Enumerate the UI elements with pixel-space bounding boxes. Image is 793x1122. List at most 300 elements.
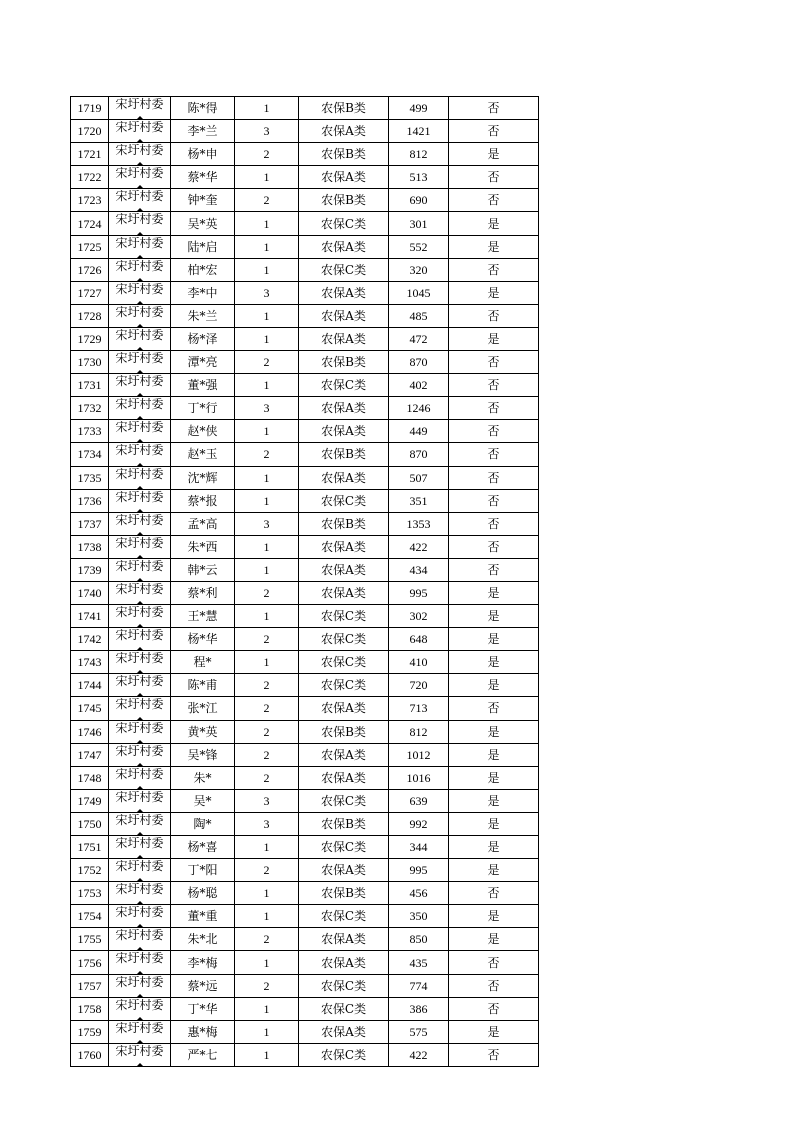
- amount-cell: [389, 928, 449, 951]
- village-cell: [109, 281, 171, 304]
- name-cell-text: 赵*侠: [187, 424, 218, 439]
- village-cell: [109, 420, 171, 443]
- flag-cell-text: 否: [487, 262, 500, 277]
- name-cell: [171, 997, 235, 1020]
- row-number-text: 1752: [77, 863, 102, 878]
- row-number-text: 1738: [77, 539, 102, 554]
- row-number: [71, 420, 109, 443]
- count-cell-text: 1: [263, 909, 270, 924]
- row-number: [71, 212, 109, 235]
- insurance-type-cell-text: 农保A类: [321, 562, 366, 577]
- amount-cell-text: 410: [409, 655, 428, 670]
- table-row: [71, 143, 539, 166]
- flag-cell: [449, 581, 539, 604]
- amount-cell: [389, 443, 449, 466]
- flag-cell-text: 是: [487, 239, 500, 254]
- name-cell: [171, 120, 235, 143]
- village-cell: [109, 443, 171, 466]
- count-cell-text: 2: [263, 932, 270, 947]
- village-cell-text: 宋圩村委: [115, 789, 164, 804]
- name-cell-text: 蔡*远: [187, 978, 218, 993]
- count-cell: [235, 789, 299, 812]
- count-cell-text: 1: [263, 170, 270, 185]
- village-cell: [109, 466, 171, 489]
- row-number-text: 1754: [77, 909, 102, 924]
- village-cell-text: 宋圩村委: [115, 235, 164, 250]
- name-cell-text: 杨*喜: [187, 840, 218, 855]
- insurance-type-cell-text: 农保A类: [321, 170, 366, 185]
- village-cell: [109, 743, 171, 766]
- village-cell-text: 宋圩村委: [115, 674, 164, 689]
- table-row: [71, 628, 539, 651]
- insurance-type-cell-text: 农保A类: [321, 955, 366, 970]
- row-number-text: 1756: [77, 955, 102, 970]
- row-number-text: 1744: [77, 678, 102, 693]
- count-cell: [235, 189, 299, 212]
- table-row: [71, 812, 539, 835]
- table-row: [71, 397, 539, 420]
- count-cell: [235, 997, 299, 1020]
- name-cell-text: 严*七: [187, 1047, 218, 1062]
- flag-cell-text: 是: [487, 1024, 500, 1039]
- insurance-type-cell-text: 农保C类: [320, 216, 367, 231]
- row-number-text: 1722: [77, 170, 102, 185]
- village-cell-text: 宋圩村委: [115, 812, 164, 827]
- village-cell-text: 宋圩村委: [115, 97, 164, 111]
- table-row: [71, 235, 539, 258]
- insurance-type-cell-text: 农保A类: [321, 308, 366, 323]
- insurance-type-cell-text: 农保A类: [321, 770, 366, 785]
- name-cell: [171, 859, 235, 882]
- flag-cell: [449, 628, 539, 651]
- name-cell-text: 张*江: [187, 701, 218, 716]
- amount-cell-text: 435: [409, 955, 428, 970]
- count-cell-text: 1: [263, 562, 270, 577]
- row-number: [71, 859, 109, 882]
- amount-cell: [389, 212, 449, 235]
- insurance-type-cell: [299, 789, 389, 812]
- row-number: [71, 351, 109, 374]
- count-cell-text: 2: [263, 632, 270, 647]
- row-number: [71, 836, 109, 859]
- village-cell-text: 宋圩村委: [115, 258, 164, 273]
- flag-cell: [449, 189, 539, 212]
- count-cell: [235, 974, 299, 997]
- village-cell: [109, 212, 171, 235]
- count-cell-text: 2: [263, 193, 270, 208]
- amount-cell: [389, 997, 449, 1020]
- village-cell-text: 宋圩村委: [115, 535, 164, 550]
- insurance-type-cell: [299, 420, 389, 443]
- table-row: [71, 443, 539, 466]
- flag-cell-text: 否: [487, 539, 500, 554]
- village-cell-text: 宋圩村委: [115, 189, 164, 204]
- amount-cell-text: 422: [409, 1047, 428, 1062]
- insurance-type-cell: [299, 674, 389, 697]
- row-number: [71, 281, 109, 304]
- table-row: [71, 1043, 539, 1066]
- count-cell-text: 3: [263, 124, 270, 139]
- village-cell: [109, 928, 171, 951]
- name-cell-text: 杨*聪: [187, 886, 218, 901]
- insurance-type-cell-text: 农保C类: [320, 678, 367, 693]
- row-number-text: 1742: [77, 632, 102, 647]
- table-row: [71, 120, 539, 143]
- row-number: [71, 120, 109, 143]
- village-cell: [109, 374, 171, 397]
- flag-cell-text: 否: [487, 886, 500, 901]
- flag-cell: [449, 1043, 539, 1066]
- name-cell: [171, 374, 235, 397]
- village-cell: [109, 97, 171, 120]
- insurance-type-cell-text: 农保B类: [321, 447, 366, 462]
- count-cell: [235, 466, 299, 489]
- flag-cell: [449, 605, 539, 628]
- insurance-type-cell-text: 农保C类: [320, 609, 367, 624]
- village-cell: [109, 166, 171, 189]
- flag-cell-text: 是: [487, 147, 500, 162]
- village-cell: [109, 997, 171, 1020]
- flag-cell-text: 是: [487, 909, 500, 924]
- row-number: [71, 489, 109, 512]
- insurance-type-cell: [299, 581, 389, 604]
- flag-cell-text: 是: [487, 586, 500, 601]
- village-cell-text: 宋圩村委: [115, 651, 164, 666]
- row-number-text: 1733: [77, 424, 102, 439]
- name-cell-text: 孟*高: [187, 516, 218, 531]
- table-row: [71, 351, 539, 374]
- insurance-type-cell: [299, 258, 389, 281]
- row-number-text: 1743: [77, 655, 102, 670]
- row-number-text: 1735: [77, 470, 102, 485]
- flag-cell-text: 否: [487, 447, 500, 462]
- amount-cell-text: 812: [409, 724, 428, 739]
- amount-cell-text: 992: [409, 816, 428, 831]
- flag-cell: [449, 928, 539, 951]
- amount-cell-text: 575: [409, 1024, 428, 1039]
- village-cell: [109, 766, 171, 789]
- insurance-type-cell-text: 农保B类: [321, 724, 366, 739]
- count-cell-text: 3: [263, 516, 270, 531]
- flag-cell: [449, 166, 539, 189]
- flag-cell-text: 是: [487, 932, 500, 947]
- insurance-type-cell-text: 农保B类: [321, 101, 366, 116]
- table-row: [71, 258, 539, 281]
- village-cell: [109, 951, 171, 974]
- village-cell-text: 宋圩村委: [115, 628, 164, 643]
- amount-cell: [389, 558, 449, 581]
- count-cell: [235, 120, 299, 143]
- insurance-type-cell-text: 农保B类: [321, 147, 366, 162]
- table-row: [71, 997, 539, 1020]
- count-cell-text: 2: [263, 147, 270, 162]
- name-cell: [171, 258, 235, 281]
- row-number-text: 1727: [77, 285, 102, 300]
- table-row: [71, 743, 539, 766]
- count-cell-text: 1: [263, 886, 270, 901]
- amount-cell: [389, 951, 449, 974]
- row-number: [71, 928, 109, 951]
- insurance-type-cell: [299, 120, 389, 143]
- amount-cell: [389, 97, 449, 120]
- flag-cell: [449, 466, 539, 489]
- flag-cell-text: 否: [487, 562, 500, 577]
- amount-cell: [389, 489, 449, 512]
- row-number-text: 1739: [77, 562, 102, 577]
- name-cell-text: 丁*华: [187, 1001, 218, 1016]
- count-cell: [235, 374, 299, 397]
- insurance-type-cell-text: 农保A类: [321, 701, 366, 716]
- amount-cell: [389, 882, 449, 905]
- table-row: [71, 605, 539, 628]
- name-cell: [171, 628, 235, 651]
- row-number: [71, 905, 109, 928]
- amount-cell-text: 507: [409, 470, 428, 485]
- insurance-type-cell-text: 农保A类: [321, 539, 366, 554]
- insurance-type-cell-text: 农保C类: [320, 840, 367, 855]
- name-cell: [171, 235, 235, 258]
- row-number: [71, 1020, 109, 1043]
- count-cell: [235, 720, 299, 743]
- amount-cell-text: 434: [409, 562, 428, 577]
- row-number-text: 1732: [77, 401, 102, 416]
- flag-cell-text: 是: [487, 816, 500, 831]
- village-cell: [109, 628, 171, 651]
- village-cell-text: 宋圩村委: [115, 558, 164, 573]
- count-cell-text: 1: [263, 1024, 270, 1039]
- village-cell: [109, 258, 171, 281]
- row-number-text: 1757: [77, 978, 102, 993]
- amount-cell-text: 1421: [406, 124, 431, 139]
- village-cell-text: 宋圩村委: [115, 905, 164, 920]
- village-cell-text: 宋圩村委: [115, 304, 164, 319]
- name-cell: [171, 882, 235, 905]
- insurance-type-cell-text: 农保C类: [320, 793, 367, 808]
- table-row: [71, 836, 539, 859]
- count-cell: [235, 905, 299, 928]
- flag-cell: [449, 651, 539, 674]
- amount-cell: [389, 466, 449, 489]
- insurance-type-cell: [299, 743, 389, 766]
- name-cell-text: 杨*华: [187, 632, 218, 647]
- name-cell-text: 陈*甫: [187, 678, 218, 693]
- insurance-type-cell: [299, 351, 389, 374]
- table-row: [71, 974, 539, 997]
- name-cell-text: 陆*启: [187, 239, 218, 254]
- count-cell-text: 2: [263, 978, 270, 993]
- count-cell: [235, 304, 299, 327]
- amount-cell: [389, 1043, 449, 1066]
- village-cell: [109, 812, 171, 835]
- name-cell: [171, 951, 235, 974]
- flag-cell-text: 否: [487, 424, 500, 439]
- count-cell-text: 2: [263, 770, 270, 785]
- count-cell-text: 1: [263, 378, 270, 393]
- village-cell: [109, 836, 171, 859]
- amount-cell: [389, 189, 449, 212]
- table-row: [71, 951, 539, 974]
- count-cell: [235, 258, 299, 281]
- flag-cell: [449, 558, 539, 581]
- table-row: [71, 166, 539, 189]
- flag-cell: [449, 512, 539, 535]
- amount-cell-text: 639: [409, 793, 428, 808]
- amount-cell: [389, 258, 449, 281]
- village-cell: [109, 535, 171, 558]
- village-cell: [109, 1020, 171, 1043]
- name-cell-text: 朱*: [193, 770, 212, 785]
- row-number-text: 1750: [77, 816, 102, 831]
- count-cell-text: 2: [263, 701, 270, 716]
- insurance-type-cell-text: 农保A类: [321, 1024, 366, 1039]
- insurance-type-cell: [299, 97, 389, 120]
- village-cell-text: 宋圩村委: [115, 836, 164, 850]
- flag-cell: [449, 489, 539, 512]
- insurance-type-cell-text: 农保C类: [320, 378, 367, 393]
- row-number-text: 1753: [77, 886, 102, 901]
- amount-cell: [389, 535, 449, 558]
- village-cell-text: 宋圩村委: [115, 212, 164, 227]
- insurance-type-cell: [299, 166, 389, 189]
- row-number: [71, 443, 109, 466]
- village-cell-text: 宋圩村委: [115, 466, 164, 481]
- village-cell: [109, 512, 171, 535]
- amount-cell: [389, 974, 449, 997]
- flag-cell-text: 否: [487, 124, 500, 139]
- name-cell: [171, 812, 235, 835]
- flag-cell-text: 否: [487, 401, 500, 416]
- insurance-type-cell-text: 农保C类: [320, 1047, 367, 1062]
- flag-cell-text: 否: [487, 493, 500, 508]
- row-number: [71, 466, 109, 489]
- village-cell: [109, 581, 171, 604]
- amount-cell: [389, 420, 449, 443]
- flag-cell: [449, 974, 539, 997]
- insurance-type-cell: [299, 189, 389, 212]
- amount-cell-text: 472: [409, 331, 428, 346]
- village-cell-text: 宋圩村委: [115, 605, 164, 620]
- flag-cell-text: 是: [487, 724, 500, 739]
- count-cell: [235, 235, 299, 258]
- village-cell-text: 宋圩村委: [115, 143, 164, 158]
- amount-cell: [389, 628, 449, 651]
- row-number-text: 1719: [77, 101, 102, 116]
- count-cell: [235, 489, 299, 512]
- table-row: [71, 212, 539, 235]
- count-cell: [235, 1020, 299, 1043]
- table-row: [71, 304, 539, 327]
- flag-cell-text: 是: [487, 216, 500, 231]
- name-cell: [171, 489, 235, 512]
- village-cell: [109, 720, 171, 743]
- amount-cell-text: 812: [409, 147, 428, 162]
- insurance-type-cell-text: 农保B类: [321, 816, 366, 831]
- name-cell-text: 杨*申: [187, 147, 218, 162]
- count-cell: [235, 143, 299, 166]
- flag-cell-text: 否: [487, 193, 500, 208]
- row-number: [71, 258, 109, 281]
- flag-cell: [449, 743, 539, 766]
- insurance-type-cell-text: 农保A类: [321, 401, 366, 416]
- insurance-type-cell-text: 农保A类: [321, 586, 366, 601]
- flag-cell: [449, 697, 539, 720]
- flag-cell-text: 是: [487, 678, 500, 693]
- flag-cell-text: 是: [487, 793, 500, 808]
- row-number-text: 1748: [77, 770, 102, 785]
- row-number-text: 1720: [77, 124, 102, 139]
- name-cell-text: 蔡*华: [187, 170, 218, 185]
- flag-cell-text: 是: [487, 863, 500, 878]
- count-cell-text: 1: [263, 239, 270, 254]
- name-cell-text: 沈*辉: [187, 470, 218, 485]
- row-number: [71, 304, 109, 327]
- insurance-type-cell: [299, 374, 389, 397]
- flag-cell: [449, 812, 539, 835]
- name-cell-text: 钟*奎: [187, 193, 218, 208]
- flag-cell-text: 是: [487, 632, 500, 647]
- amount-cell: [389, 120, 449, 143]
- name-cell: [171, 651, 235, 674]
- insurance-type-cell: [299, 535, 389, 558]
- name-cell-text: 董*强: [187, 378, 218, 393]
- count-cell: [235, 812, 299, 835]
- insurance-type-cell-text: 农保A类: [321, 424, 366, 439]
- flag-cell: [449, 905, 539, 928]
- amount-cell-text: 1012: [406, 747, 431, 762]
- name-cell: [171, 974, 235, 997]
- flag-cell-text: 否: [487, 470, 500, 485]
- insurance-type-cell-text: 农保A类: [321, 470, 366, 485]
- insurance-type-cell-text: 农保B类: [321, 516, 366, 531]
- village-cell-text: 宋圩村委: [115, 997, 164, 1012]
- row-number: [71, 512, 109, 535]
- count-cell: [235, 397, 299, 420]
- name-cell: [171, 605, 235, 628]
- row-number: [71, 605, 109, 628]
- amount-cell-text: 422: [409, 539, 428, 554]
- name-cell: [171, 581, 235, 604]
- row-number: [71, 327, 109, 350]
- amount-cell: [389, 697, 449, 720]
- amount-cell-text: 870: [409, 447, 428, 462]
- count-cell-text: 1: [263, 262, 270, 277]
- flag-cell: [449, 789, 539, 812]
- name-cell: [171, 674, 235, 697]
- amount-cell-text: 1016: [406, 770, 431, 785]
- count-cell: [235, 351, 299, 374]
- count-cell: [235, 327, 299, 350]
- count-cell: [235, 743, 299, 766]
- count-cell: [235, 558, 299, 581]
- village-cell-text: 宋圩村委: [115, 489, 164, 504]
- amount-cell-text: 302: [409, 609, 428, 624]
- count-cell: [235, 281, 299, 304]
- flag-cell: [449, 882, 539, 905]
- table-row: [71, 581, 539, 604]
- flag-cell: [449, 859, 539, 882]
- table-row: [71, 374, 539, 397]
- row-number-text: 1734: [77, 447, 102, 462]
- amount-cell: [389, 812, 449, 835]
- amount-cell-text: 1246: [406, 401, 431, 416]
- name-cell-text: 朱*西: [187, 539, 218, 554]
- name-cell-text: 丁*阳: [187, 863, 218, 878]
- table-row: [71, 327, 539, 350]
- row-number: [71, 743, 109, 766]
- flag-cell: [449, 951, 539, 974]
- row-number: [71, 812, 109, 835]
- village-cell: [109, 1043, 171, 1066]
